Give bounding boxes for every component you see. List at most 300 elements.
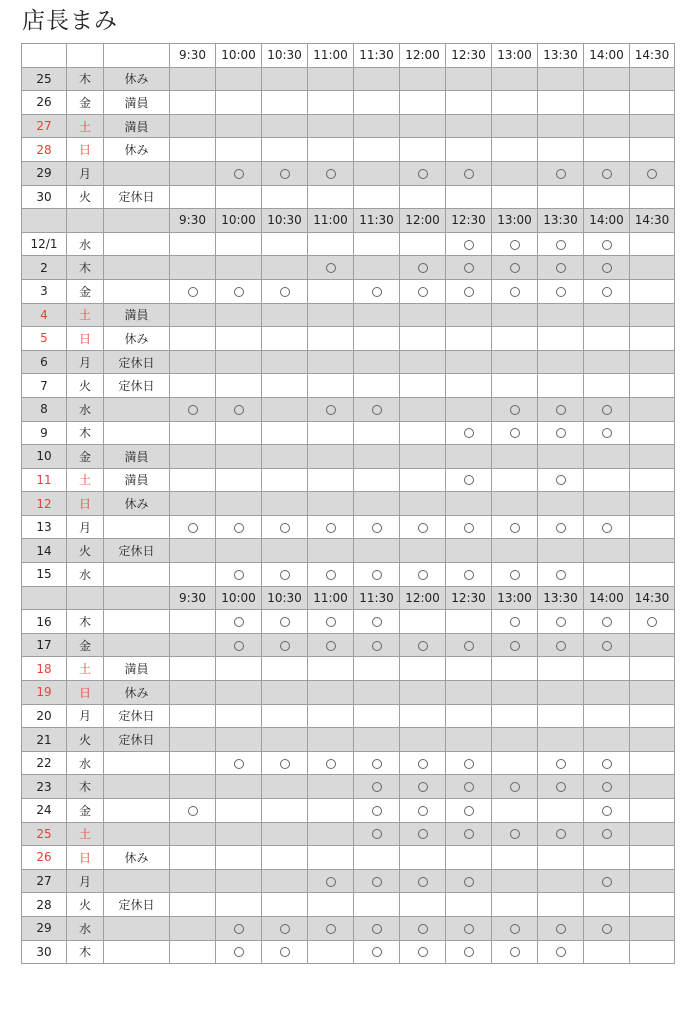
time-slot-cell: [538, 138, 584, 162]
time-slot-cell: [584, 138, 630, 162]
time-slot-cell: [354, 893, 400, 917]
time-slot-cell[interactable]: [354, 397, 400, 421]
weekday-cell: 木: [67, 67, 104, 91]
time-slot-cell[interactable]: [308, 161, 354, 185]
date-cell: 20: [22, 704, 67, 728]
time-slot-cell[interactable]: [446, 563, 492, 587]
time-slot-cell[interactable]: [446, 256, 492, 280]
time-slot-cell: [400, 185, 446, 209]
time-slot-cell[interactable]: [492, 775, 538, 799]
time-slot-cell[interactable]: [446, 916, 492, 940]
time-slot-cell[interactable]: [400, 161, 446, 185]
available-circle-icon: [556, 523, 566, 533]
weekday-cell: 金: [67, 799, 104, 823]
day-row: [22, 492, 675, 516]
time-slot-cell: [170, 185, 216, 209]
time-slot-cell[interactable]: [354, 751, 400, 775]
time-slot-cell[interactable]: [538, 397, 584, 421]
status-note-cell: [104, 751, 170, 775]
time-slot-cell: [308, 492, 354, 516]
time-slot-cell[interactable]: [584, 751, 630, 775]
time-slot-cell[interactable]: [630, 610, 675, 634]
time-slot-cell[interactable]: [538, 256, 584, 280]
status-note-cell: 休み: [104, 327, 170, 351]
time-slot-cell[interactable]: [354, 916, 400, 940]
time-slot-cell[interactable]: [216, 515, 262, 539]
weekday-cell: 火: [67, 539, 104, 563]
time-slot-cell[interactable]: [308, 869, 354, 893]
time-slot-cell[interactable]: [584, 397, 630, 421]
available-circle-icon: [510, 782, 520, 792]
time-slot-cell[interactable]: [492, 279, 538, 303]
available-circle-icon: [326, 570, 336, 580]
time-slot-cell: [216, 303, 262, 327]
time-slot-cell[interactable]: [262, 940, 308, 964]
time-slot-cell[interactable]: [538, 610, 584, 634]
status-note-cell: [104, 822, 170, 846]
time-slot-cell[interactable]: [584, 610, 630, 634]
time-slot-cell[interactable]: [354, 799, 400, 823]
weekday-cell: 金: [67, 445, 104, 469]
time-slot-cell[interactable]: [262, 610, 308, 634]
status-note-cell: 休み: [104, 846, 170, 870]
time-slot-cell[interactable]: [400, 822, 446, 846]
time-slot-cell[interactable]: [492, 563, 538, 587]
time-slot-cell: [400, 350, 446, 374]
time-slot-cell: [446, 492, 492, 516]
time-slot-cell: [170, 869, 216, 893]
time-slot-cell: [170, 916, 216, 940]
time-slot-cell: [538, 893, 584, 917]
time-slot-cell: [354, 728, 400, 752]
time-slot-cell[interactable]: [400, 515, 446, 539]
status-note-cell: 休み: [104, 492, 170, 516]
available-circle-icon: [510, 428, 520, 438]
time-slot-cell[interactable]: [446, 515, 492, 539]
time-slot-cell[interactable]: [538, 515, 584, 539]
time-header-row: [22, 586, 675, 610]
page-title: 店長まみ: [22, 8, 118, 34]
time-slot-cell[interactable]: [492, 232, 538, 256]
time-slot-cell: [354, 161, 400, 185]
time-slot-cell: [492, 893, 538, 917]
time-slot-cell: [492, 303, 538, 327]
available-circle-icon: [326, 169, 336, 179]
time-slot-cell: [630, 869, 675, 893]
time-slot-cell[interactable]: [446, 468, 492, 492]
time-slot-cell: [262, 492, 308, 516]
time-slot-cell[interactable]: [446, 279, 492, 303]
time-slot-cell[interactable]: [308, 633, 354, 657]
date-cell: 16: [22, 610, 67, 634]
available-circle-icon: [234, 617, 244, 627]
time-slot-cell[interactable]: [216, 161, 262, 185]
time-slot-cell[interactable]: [492, 822, 538, 846]
time-slot-cell[interactable]: [492, 610, 538, 634]
time-slot-cell[interactable]: [216, 940, 262, 964]
time-slot-cell[interactable]: [400, 799, 446, 823]
time-slot-cell: [400, 539, 446, 563]
time-slot-cell: [630, 397, 675, 421]
time-slot-cell: [630, 515, 675, 539]
time-slot-cell[interactable]: [170, 515, 216, 539]
time-slot-cell[interactable]: [584, 633, 630, 657]
day-row: [22, 704, 675, 728]
time-slot-cell[interactable]: [446, 421, 492, 445]
time-slot-cell: [262, 869, 308, 893]
status-note-cell: [104, 633, 170, 657]
time-slot-cell[interactable]: [446, 232, 492, 256]
weekday-cell: 月: [67, 869, 104, 893]
available-circle-icon: [372, 829, 382, 839]
time-slot-cell[interactable]: [584, 161, 630, 185]
date-cell: 3: [22, 279, 67, 303]
time-slot-cell[interactable]: [446, 940, 492, 964]
time-slot-cell: [584, 492, 630, 516]
time-slot-cell[interactable]: [446, 633, 492, 657]
time-slot-cell: [308, 350, 354, 374]
time-slot-cell[interactable]: [308, 256, 354, 280]
available-circle-icon: [464, 570, 474, 580]
date-cell: 30: [22, 940, 67, 964]
time-slot-cell[interactable]: [538, 633, 584, 657]
time-slot-cell[interactable]: [538, 468, 584, 492]
date-cell: 7: [22, 374, 67, 398]
time-slot-cell: [170, 161, 216, 185]
time-slot-cell: [216, 775, 262, 799]
available-circle-icon: [602, 924, 612, 934]
time-slot-cell[interactable]: [354, 822, 400, 846]
time-slot-cell[interactable]: [262, 279, 308, 303]
time-slot-cell[interactable]: [492, 421, 538, 445]
time-slot-cell: [584, 681, 630, 705]
time-slot-header: 9:30: [170, 209, 216, 233]
time-slot-cell: [216, 893, 262, 917]
time-slot-cell: [170, 657, 216, 681]
available-circle-icon: [280, 641, 290, 651]
available-circle-icon: [418, 287, 428, 297]
time-slot-cell[interactable]: [170, 279, 216, 303]
time-slot-cell[interactable]: [262, 515, 308, 539]
time-slot-cell[interactable]: [584, 515, 630, 539]
time-slot-cell[interactable]: [446, 822, 492, 846]
weekday-cell: 日: [67, 846, 104, 870]
date-cell: 15: [22, 563, 67, 587]
day-row: [22, 303, 675, 327]
time-slot-cell[interactable]: [400, 279, 446, 303]
time-slot-cell: [170, 91, 216, 115]
time-slot-cell: [216, 681, 262, 705]
available-circle-icon: [280, 759, 290, 769]
time-slot-cell: [630, 468, 675, 492]
time-slot-cell: [630, 563, 675, 587]
time-slot-cell[interactable]: [354, 940, 400, 964]
date-cell: 13: [22, 515, 67, 539]
time-slot-cell[interactable]: [584, 869, 630, 893]
available-circle-icon: [464, 947, 474, 957]
time-slot-cell[interactable]: [308, 610, 354, 634]
time-slot-cell: [170, 468, 216, 492]
time-slot-cell: [492, 114, 538, 138]
time-slot-cell[interactable]: [538, 279, 584, 303]
time-slot-cell: [400, 303, 446, 327]
time-slot-cell: [492, 539, 538, 563]
time-slot-cell: [216, 350, 262, 374]
time-slot-cell[interactable]: [492, 940, 538, 964]
time-slot-cell: [400, 327, 446, 351]
available-circle-icon: [326, 405, 336, 415]
time-slot-cell[interactable]: [492, 916, 538, 940]
time-slot-cell[interactable]: [538, 751, 584, 775]
time-slot-cell[interactable]: [446, 775, 492, 799]
schedule-table: [21, 43, 675, 964]
time-slot-cell: [170, 940, 216, 964]
date-cell: 12: [22, 492, 67, 516]
available-circle-icon: [510, 570, 520, 580]
time-slot-cell[interactable]: [308, 563, 354, 587]
time-slot-cell[interactable]: [446, 869, 492, 893]
available-circle-icon: [372, 759, 382, 769]
time-slot-cell[interactable]: [400, 563, 446, 587]
time-slot-cell[interactable]: [584, 822, 630, 846]
time-slot-cell[interactable]: [262, 751, 308, 775]
available-circle-icon: [372, 782, 382, 792]
time-slot-cell[interactable]: [354, 633, 400, 657]
time-slot-cell[interactable]: [538, 421, 584, 445]
status-note-cell: [104, 515, 170, 539]
time-slot-cell: [492, 681, 538, 705]
time-slot-cell[interactable]: [400, 869, 446, 893]
time-slot-cell[interactable]: [584, 256, 630, 280]
time-slot-cell: [308, 681, 354, 705]
available-circle-icon: [602, 759, 612, 769]
weekday-cell: 月: [67, 350, 104, 374]
time-slot-cell: [492, 138, 538, 162]
available-circle-icon: [280, 947, 290, 957]
day-row: [22, 657, 675, 681]
time-slot-cell: [262, 539, 308, 563]
available-circle-icon: [602, 169, 612, 179]
time-slot-cell[interactable]: [354, 869, 400, 893]
time-slot-cell[interactable]: [584, 916, 630, 940]
weekday-cell: 木: [67, 421, 104, 445]
time-slot-cell[interactable]: [170, 397, 216, 421]
weekday-cell: 金: [67, 279, 104, 303]
time-slot-cell[interactable]: [262, 563, 308, 587]
time-slot-cell[interactable]: [262, 633, 308, 657]
date-cell: 18: [22, 657, 67, 681]
time-slot-cell: [446, 327, 492, 351]
available-circle-icon: [556, 924, 566, 934]
status-note-cell: [104, 916, 170, 940]
time-slot-cell[interactable]: [584, 232, 630, 256]
time-slot-cell: [584, 185, 630, 209]
time-slot-cell[interactable]: [492, 515, 538, 539]
time-slot-cell[interactable]: [538, 916, 584, 940]
time-slot-cell[interactable]: [308, 397, 354, 421]
time-slot-cell: [584, 67, 630, 91]
time-slot-cell: [308, 822, 354, 846]
available-circle-icon: [602, 877, 612, 887]
time-slot-cell: [400, 232, 446, 256]
available-circle-icon: [234, 169, 244, 179]
available-circle-icon: [647, 169, 657, 179]
time-slot-cell[interactable]: [308, 515, 354, 539]
date-cell: 24: [22, 799, 67, 823]
day-row: [22, 846, 675, 870]
day-row: [22, 138, 675, 162]
time-slot-cell[interactable]: [400, 256, 446, 280]
status-note-cell: [104, 397, 170, 421]
time-slot-cell[interactable]: [446, 799, 492, 823]
time-slot-cell[interactable]: [584, 775, 630, 799]
time-slot-cell: [630, 114, 675, 138]
time-slot-cell: [262, 468, 308, 492]
available-circle-icon: [234, 405, 244, 415]
time-slot-cell[interactable]: [492, 633, 538, 657]
time-slot-cell: [170, 681, 216, 705]
date-cell: 8: [22, 397, 67, 421]
date-cell: 26: [22, 91, 67, 115]
time-slot-cell[interactable]: [354, 279, 400, 303]
day-row: [22, 256, 675, 280]
weekday-cell: 水: [67, 916, 104, 940]
time-slot-cell[interactable]: [354, 563, 400, 587]
time-slot-cell[interactable]: [216, 563, 262, 587]
time-slot-cell[interactable]: [400, 916, 446, 940]
time-slot-cell[interactable]: [354, 515, 400, 539]
time-slot-cell: [538, 846, 584, 870]
status-note-cell: 定休日: [104, 374, 170, 398]
time-slot-cell[interactable]: [216, 751, 262, 775]
date-cell: 27: [22, 869, 67, 893]
time-slot-cell[interactable]: [308, 916, 354, 940]
time-slot-cell[interactable]: [400, 940, 446, 964]
time-slot-cell: [538, 681, 584, 705]
time-slot-cell: [262, 138, 308, 162]
day-row: [22, 633, 675, 657]
time-slot-cell[interactable]: [354, 610, 400, 634]
day-row: [22, 916, 675, 940]
time-slot-cell: [354, 657, 400, 681]
time-slot-cell[interactable]: [308, 751, 354, 775]
time-slot-cell[interactable]: [538, 563, 584, 587]
header-blank-cell: [67, 586, 104, 610]
time-slot-cell[interactable]: [538, 161, 584, 185]
time-slot-cell: [492, 91, 538, 115]
time-slot-cell[interactable]: [538, 775, 584, 799]
time-slot-cell: [538, 869, 584, 893]
available-circle-icon: [418, 641, 428, 651]
status-note-cell: [104, 256, 170, 280]
time-slot-cell: [308, 91, 354, 115]
time-slot-cell: [354, 138, 400, 162]
available-circle-icon: [372, 523, 382, 533]
time-slot-header: 14:00: [584, 209, 630, 233]
available-circle-icon: [418, 263, 428, 273]
time-slot-cell[interactable]: [170, 799, 216, 823]
time-slot-cell[interactable]: [400, 775, 446, 799]
available-circle-icon: [510, 641, 520, 651]
time-slot-cell[interactable]: [400, 751, 446, 775]
time-slot-cell: [308, 704, 354, 728]
time-slot-cell: [354, 185, 400, 209]
day-row: [22, 445, 675, 469]
time-slot-cell: [492, 492, 538, 516]
time-slot-cell[interactable]: [492, 256, 538, 280]
time-slot-cell[interactable]: [538, 822, 584, 846]
time-slot-cell[interactable]: [492, 397, 538, 421]
time-slot-cell[interactable]: [262, 916, 308, 940]
time-slot-cell: [400, 67, 446, 91]
time-slot-cell[interactable]: [400, 633, 446, 657]
time-slot-cell: [354, 445, 400, 469]
time-slot-cell: [630, 657, 675, 681]
time-slot-cell[interactable]: [584, 279, 630, 303]
time-slot-header: 12:00: [400, 209, 446, 233]
time-slot-cell: [262, 397, 308, 421]
available-circle-icon: [418, 947, 428, 957]
weekday-cell: 月: [67, 161, 104, 185]
time-slot-cell[interactable]: [446, 161, 492, 185]
time-slot-cell: [216, 256, 262, 280]
time-slot-header: 12:30: [446, 586, 492, 610]
time-slot-cell: [492, 185, 538, 209]
time-slot-cell[interactable]: [584, 799, 630, 823]
time-slot-cell[interactable]: [216, 397, 262, 421]
status-note-cell: [104, 279, 170, 303]
time-slot-cell[interactable]: [216, 610, 262, 634]
time-slot-cell: [354, 539, 400, 563]
status-note-cell: 休み: [104, 681, 170, 705]
available-circle-icon: [510, 405, 520, 415]
time-slot-cell[interactable]: [354, 775, 400, 799]
status-note-cell: [104, 232, 170, 256]
time-slot-cell: [170, 303, 216, 327]
time-slot-cell: [262, 822, 308, 846]
time-slot-cell: [492, 161, 538, 185]
day-row: [22, 185, 675, 209]
time-slot-cell[interactable]: [584, 421, 630, 445]
time-slot-cell[interactable]: [216, 916, 262, 940]
time-slot-cell: [446, 893, 492, 917]
time-slot-cell[interactable]: [216, 279, 262, 303]
available-circle-icon: [418, 924, 428, 934]
time-slot-cell: [538, 492, 584, 516]
available-circle-icon: [372, 947, 382, 957]
time-slot-cell[interactable]: [538, 940, 584, 964]
time-slot-cell[interactable]: [216, 633, 262, 657]
available-circle-icon: [188, 405, 198, 415]
time-slot-cell: [308, 893, 354, 917]
time-slot-cell[interactable]: [446, 751, 492, 775]
status-note-cell: 定休日: [104, 704, 170, 728]
available-circle-icon: [280, 169, 290, 179]
weekday-cell: 土: [67, 822, 104, 846]
time-slot-cell: [216, 67, 262, 91]
time-slot-cell[interactable]: [538, 232, 584, 256]
time-slot-cell: [446, 704, 492, 728]
available-circle-icon: [280, 617, 290, 627]
available-circle-icon: [464, 782, 474, 792]
time-slot-cell[interactable]: [262, 161, 308, 185]
available-circle-icon: [326, 263, 336, 273]
time-slot-cell[interactable]: [630, 161, 675, 185]
time-slot-cell: [170, 492, 216, 516]
time-slot-cell: [492, 350, 538, 374]
time-slot-cell: [170, 610, 216, 634]
time-slot-cell: [630, 185, 675, 209]
